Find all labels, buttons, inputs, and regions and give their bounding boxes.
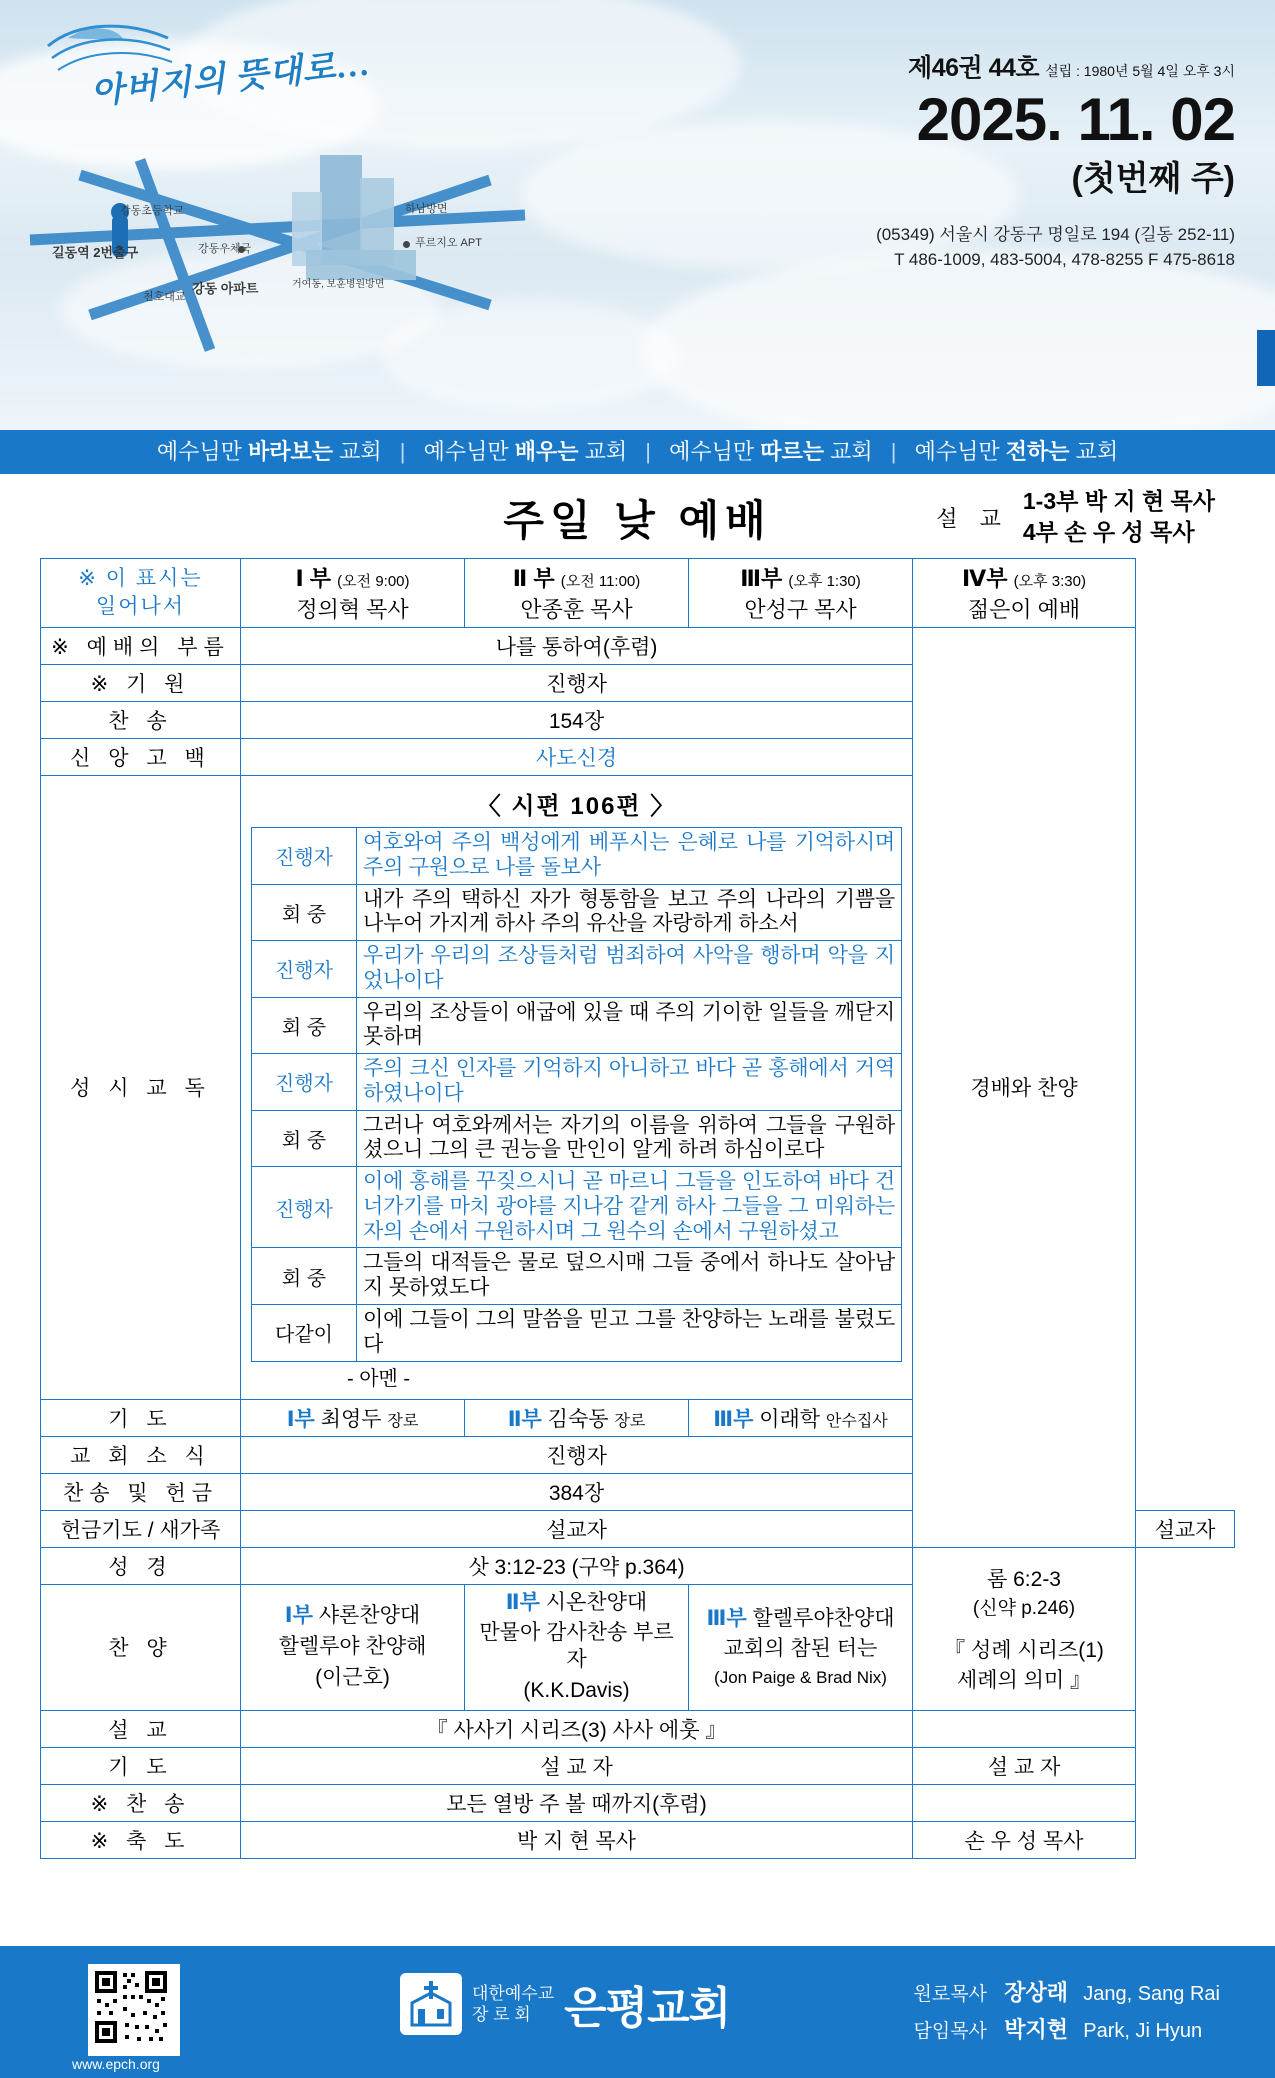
- page-header: [0, 0, 1275, 430]
- slogan-item: 예수님만 전하는 교회: [914, 439, 1119, 464]
- responsive-speaker: 다같이: [252, 1305, 357, 1362]
- responsive-line: [252, 1054, 902, 1111]
- map-label: 강동 아파트: [192, 281, 259, 296]
- cloud-decoration: [640, 250, 1275, 430]
- responsive-text: 내가 주의 택하신 자가 형통함을 보고 주의 나라의 기쁨을 나누어 가지게 하사 주의 유산을 자랑하게 하소서: [357, 884, 902, 941]
- map-label: 거여동, 보훈병원방면: [292, 279, 385, 290]
- map-label: 하남방면: [405, 203, 448, 215]
- row-label: ※ 예배의 부름: [41, 628, 241, 665]
- row-value-youth: [913, 1785, 1136, 1822]
- slogan-separator: |: [890, 439, 897, 464]
- responsive-line: [252, 1167, 902, 1248]
- page-footer: [0, 1946, 1275, 2078]
- choir-song: 교회의 참된 터는: [723, 1637, 878, 1661]
- responsive-text: 이에 그들이 그의 말씀을 믿고 그를 찬양하는 노래를 불렀도다: [357, 1305, 902, 1362]
- volume-number: 제46권 44호: [908, 54, 1040, 82]
- service-pastor: 젊은이 예배: [967, 597, 1081, 622]
- prayer-part-2: [465, 1399, 689, 1436]
- responsive-speaker: 진행자: [252, 1167, 357, 1248]
- pastor-name: 장상래: [1004, 1980, 1068, 2005]
- row-label: 기 도: [41, 1748, 241, 1785]
- responsive-text: 우리의 조상들이 애굽에 있을 때 주의 기이한 일들을 깨닫지 못하며: [357, 997, 902, 1054]
- sermon-youth-empty: [913, 1711, 1136, 1748]
- address-line: (05349) 서울시 강동구 명일로 194 (길동 252-11): [876, 224, 1235, 244]
- service-column-1: [241, 559, 465, 628]
- service-part: Ⅳ부 (오후 3:30): [962, 566, 1086, 591]
- map-label: 천호대교: [143, 291, 186, 303]
- founded-date: 설립 : 1980년 5월 4일 오후 3시: [1045, 63, 1235, 79]
- church-building-icon: [400, 1973, 462, 2035]
- choir-composer: (K.K.Davis): [523, 1679, 630, 1703]
- prayer-part-tag: Ⅱ부: [507, 1407, 542, 1431]
- responsive-text: 여호와여 주의 백성에게 베푸시는 은혜로 나를 기억하시며 주의 구원으로 나를 돌보사: [357, 828, 902, 885]
- preacher-1-3: 1-3부 박 지 현 목사: [1022, 488, 1215, 514]
- psalm-title: 〈 시편 106편 〉: [476, 793, 677, 820]
- row-label: 성 시 교 독: [41, 776, 241, 1400]
- row-label: ※ 축 도: [41, 1822, 241, 1859]
- row-value-youth: 설 교 자: [913, 1748, 1136, 1785]
- pastor-name-en: Park, Ji Hyun: [1083, 2020, 1203, 2043]
- row-label: 설 교: [41, 1711, 241, 1748]
- table-row: [41, 1748, 1235, 1785]
- header-accent-tab: [1257, 330, 1275, 386]
- scripture-value: 삿 3:12-23 (구약 p.364): [241, 1547, 913, 1584]
- preacher-names: [1023, 486, 1215, 548]
- row-value: 154장: [241, 702, 913, 739]
- prayer-part-1: [241, 1399, 465, 1436]
- church-slogan-bar: [0, 430, 1275, 474]
- row-value: 박 지 현 목사: [241, 1822, 913, 1859]
- row-value: 모든 열방 주 볼 때까지(후렴): [241, 1785, 913, 1822]
- map-label: 강동우체국: [198, 243, 252, 255]
- responsive-speaker: 회 중: [252, 1248, 357, 1305]
- service-pastor: 정의혁 목사: [296, 597, 409, 622]
- denomination-line1: 대한예수교: [472, 1983, 555, 2003]
- choir-song: 만물아 감사찬송 부르자: [479, 1621, 674, 1672]
- phone-line: T 486-1009, 483-5004, 478-8255 F 475-8618: [894, 250, 1235, 270]
- prayer-part-3: [689, 1399, 913, 1436]
- church-mark-icon: [400, 1973, 462, 2035]
- row-value: 진행자: [241, 1436, 913, 1473]
- slogan-separator: |: [399, 439, 406, 464]
- preacher-label: 설 교: [936, 505, 1009, 531]
- scripture-youth-ref: 롬 6:2-3: [987, 1568, 1061, 1592]
- service-title-row: [0, 474, 1275, 558]
- service-part: Ⅰ 부 (오전 9:00): [295, 566, 410, 591]
- row-label: 신 앙 고 백: [41, 739, 241, 776]
- service-date: 2025. 11. 02: [916, 86, 1235, 153]
- table-row: [41, 628, 1235, 665]
- slogan-item: 예수님만 바라보는 교회: [156, 439, 382, 464]
- choir-part-3: [689, 1584, 913, 1711]
- scripture-youth-cell: [913, 1547, 1136, 1711]
- choir-composer: (Jon Paige & Brad Nix): [714, 1668, 887, 1688]
- volume-line: [876, 48, 1235, 84]
- church-name: 은평교회: [564, 1984, 731, 2033]
- map-label: 강동초등학교: [120, 205, 184, 217]
- responsive-line: [252, 941, 902, 998]
- map-label: 길동역 2번출구: [52, 245, 139, 260]
- responsive-speaker: 회 중: [252, 884, 357, 941]
- responsive-text: 그들의 대적들은 물로 덮으시매 그들 중에서 하나도 살아남지 못하였도다: [357, 1248, 902, 1305]
- service-part: Ⅱ 부 (오전 11:00): [512, 566, 641, 591]
- row-value: 사도신경: [241, 739, 913, 776]
- responsive-line: [252, 1110, 902, 1167]
- responsive-reading-cell: [241, 776, 913, 1400]
- slogan-item: 예수님만 배우는 교회: [423, 439, 628, 464]
- standing-note: [41, 559, 241, 628]
- row-value: 384장: [241, 1473, 913, 1510]
- table-header-row: [41, 559, 1235, 628]
- service-part: Ⅲ부 (오후 1:30): [740, 566, 861, 591]
- responsive-speaker: 회 중: [252, 1110, 357, 1167]
- choir-head: Ⅱ부 시온찬양대: [505, 1590, 648, 1614]
- pastor-role: 담임목사: [913, 2021, 987, 2043]
- service-column-4: [913, 559, 1136, 628]
- prayer-name: 이래학: [759, 1407, 821, 1431]
- row-value: 진행자: [241, 665, 913, 702]
- responsive-text: 그러나 여호와께서는 자기의 이름을 위하여 그들을 구원하셨으니 그의 큰 권능을 만인이 알게 하려 하심이로다: [357, 1110, 902, 1167]
- prayer-part-tag: Ⅰ부: [286, 1407, 315, 1431]
- preacher-box: [936, 486, 1215, 548]
- responsive-text: 이에 홍해를 꾸짖으시니 곧 마르니 그들을 인도하여 바다 건너가기를 마치 광야를 지나감 같게 하사 그들을 그 미워하는 자의 손에서 구원하시며 그 원수의 손에서 구원하셨고: [357, 1167, 902, 1248]
- responsive-lines: [251, 827, 902, 1362]
- choir-head: Ⅲ부 할렐루야찬양대: [706, 1606, 895, 1630]
- youth-sermon-line1: 『 성례 시리즈(1): [944, 1639, 1104, 1663]
- qr-code-icon: [91, 1967, 171, 2047]
- row-label: 찬 양: [41, 1584, 241, 1711]
- responsive-speaker: 회 중: [252, 997, 357, 1054]
- pastor-row: [913, 2011, 1220, 2048]
- row-value-youth: 손 우 성 목사: [913, 1822, 1136, 1859]
- scripture-row: [41, 1547, 1235, 1584]
- prayer-part-tag: Ⅲ부: [713, 1407, 754, 1431]
- pastor-role: 원로목사: [913, 1984, 987, 2005]
- church-logo: [400, 1972, 730, 2036]
- service-pastor: 안성구 목사: [744, 597, 857, 622]
- choir-song: 할렐루야 찬양해: [278, 1634, 427, 1658]
- prayer-name: 최영두: [320, 1407, 382, 1431]
- responsive-speaker: 진행자: [252, 1054, 357, 1111]
- standing-note-line2: 일어나서: [95, 595, 186, 618]
- choir-part-1: [241, 1584, 465, 1711]
- location-map: [20, 120, 540, 370]
- row-label: ※ 찬 송: [41, 1785, 241, 1822]
- row-label: 찬송 및 헌금: [41, 1473, 241, 1510]
- youth-sermon-line2: 세례의 의미 』: [956, 1669, 1092, 1693]
- responsive-line: [252, 828, 902, 885]
- pastor-name-en: Jang, Sang Rai: [1083, 1983, 1220, 2005]
- header-info: [876, 48, 1235, 273]
- row-label: 헌금기도 / 새가족: [41, 1510, 241, 1547]
- prayer-role: 장로: [387, 1412, 419, 1430]
- responsive-speaker: 진행자: [252, 828, 357, 885]
- slogan-separator: |: [645, 439, 651, 464]
- responsive-line: [252, 1305, 902, 1362]
- row-label: ※ 기 원: [41, 665, 241, 702]
- preacher-4: 4부 손 우 성 목사: [1022, 519, 1195, 546]
- row-label: 교 회 소 식: [41, 1436, 241, 1473]
- offering-youth-value: 설교자: [1136, 1510, 1235, 1547]
- responsive-line: [252, 1248, 902, 1305]
- choir-part-2: [465, 1584, 689, 1711]
- responsive-text: 주의 크신 인자를 기억하지 아니하고 바다 곧 홍해에서 거역하였나이다: [357, 1054, 902, 1111]
- pastor-row: [913, 1974, 1220, 2011]
- website-url[interactable]: www.epch.org: [72, 2056, 160, 2072]
- responsive-line: [252, 997, 902, 1054]
- prayer-role: 안수집사: [825, 1412, 888, 1430]
- slogan-item: 예수님만 따르는 교회: [669, 439, 873, 464]
- page-title: 주일 낮 예배: [503, 497, 772, 544]
- row-value: 나를 통하여(후렴): [241, 628, 913, 665]
- standing-note-line1: ※ 이 표시는: [78, 566, 203, 590]
- service-pastor: 안종훈 목사: [520, 597, 633, 622]
- sermon-title: 『 사사기 시리즈(3) 사사 에훗 』: [241, 1711, 913, 1748]
- responsive-text: 우리가 우리의 조상들처럼 범죄하여 사악을 행하며 악을 지었나이다: [357, 941, 902, 998]
- pastor-name: 박지현: [1004, 2017, 1068, 2043]
- row-label: 찬 송: [41, 702, 241, 739]
- amen-line: - 아멘 -: [347, 1367, 411, 1390]
- choir-head: Ⅰ부 샤론찬양대: [284, 1603, 421, 1627]
- qr-code[interactable]: [88, 1964, 180, 2056]
- table-row: [41, 1822, 1235, 1859]
- responsive-line: [252, 884, 902, 941]
- row-label: 성 경: [41, 1547, 241, 1584]
- choir-composer: (이근호): [315, 1665, 390, 1689]
- pastor-list: [913, 1974, 1220, 2049]
- week-label: (첫번째 주): [1071, 159, 1235, 198]
- service-column-2: [465, 559, 689, 628]
- prayer-role: 장로: [614, 1412, 646, 1430]
- table-row: [41, 1785, 1235, 1822]
- order-of-worship-table: [40, 558, 1235, 1859]
- map-dot: [403, 241, 410, 248]
- church-address: [876, 222, 1235, 273]
- scripture-youth-page: (신약 p.246): [972, 1598, 1076, 1620]
- bulletin-logo-text: 아버지의 뜻대로…: [89, 45, 374, 112]
- sermon-row: [41, 1711, 1235, 1748]
- service-column-3: [689, 559, 913, 628]
- youth-service-cell: 경배와 찬양: [913, 628, 1136, 1548]
- row-label: 기 도: [41, 1399, 241, 1436]
- map-label: 푸르지오 APT: [415, 237, 482, 249]
- denomination-line2: 장 로 회: [472, 2005, 531, 2024]
- row-value: 설 교 자: [241, 1748, 913, 1785]
- row-value: 설교자: [241, 1510, 913, 1547]
- responsive-speaker: 진행자: [252, 941, 357, 998]
- denomination-name: [472, 1983, 554, 2026]
- prayer-name: 김숙동: [547, 1407, 609, 1431]
